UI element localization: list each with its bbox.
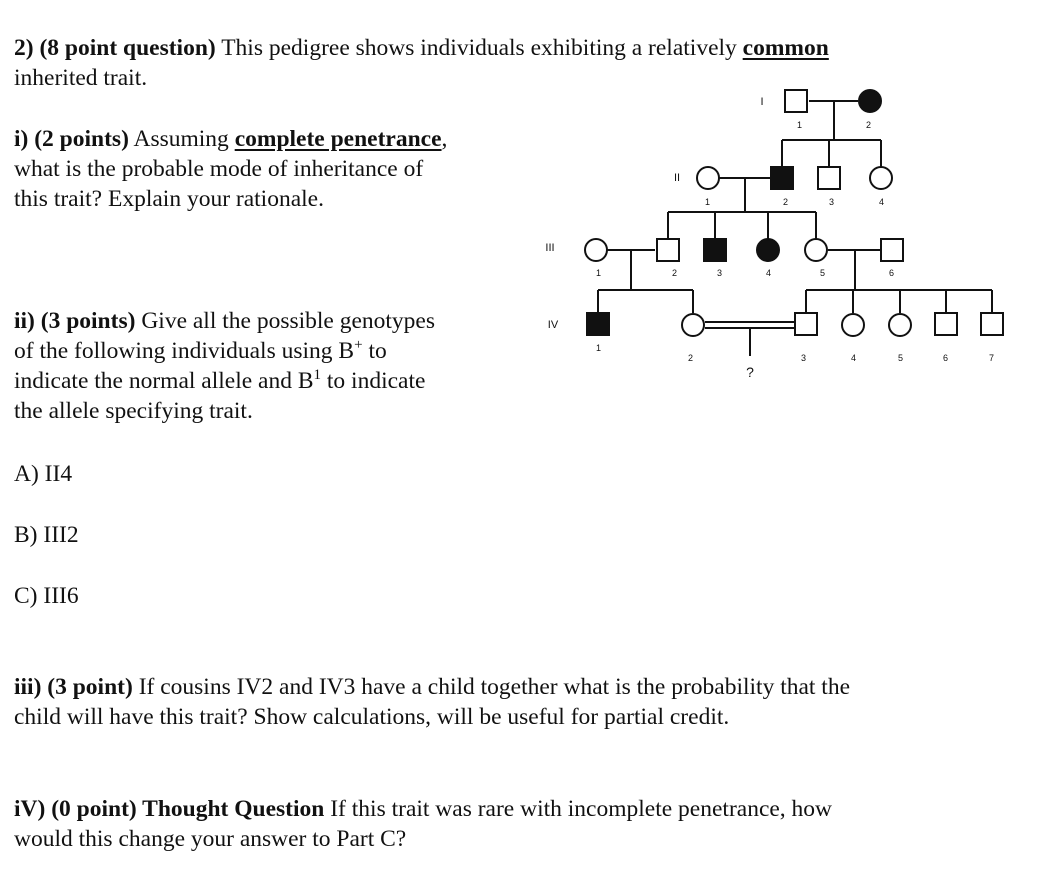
individual-IV3-male bbox=[795, 313, 817, 335]
part-iv-line1 bbox=[14, 794, 832, 824]
individual-III1-female bbox=[585, 239, 607, 261]
label-III5: 5 bbox=[820, 268, 826, 278]
part-i-line2: what is the probable mode of inheritance of bbox=[14, 156, 424, 182]
individual-III6-male bbox=[881, 239, 903, 261]
label-IV6: 6 bbox=[943, 353, 949, 363]
part-i-line3: this trait? Explain your rationale. bbox=[14, 186, 324, 212]
individual-IV5-female bbox=[889, 314, 911, 336]
part-ii-line4: the allele specifying trait. bbox=[14, 398, 253, 424]
part-iv-text: If this trait was rare with incomplete penetrance, how bbox=[324, 796, 833, 822]
label-I2: 2 bbox=[866, 120, 872, 130]
answer-a: A) II4 bbox=[14, 461, 73, 487]
part-ii-line3-post: to indicate bbox=[321, 368, 426, 394]
individual-III5-female bbox=[805, 239, 827, 261]
individual-IV1-affected-male bbox=[587, 313, 609, 335]
part-iv-line2: would this change your answer to Part C? bbox=[14, 826, 407, 852]
part-ii-line2-post: to bbox=[362, 338, 387, 364]
one-superscript: 1 bbox=[313, 367, 322, 384]
part-iv-lead: iV) (0 point) Thought Question bbox=[14, 796, 325, 822]
question-2-text: This pedigree shows individuals exhibiting a relatively bbox=[215, 35, 743, 61]
part-iii-lead: iii) (3 point) bbox=[14, 674, 133, 700]
part-iii-line2: child will have this trait? Show calculations, will be useful for partial credit. bbox=[14, 704, 730, 730]
individual-III2-male bbox=[657, 239, 679, 261]
label-III2: 2 bbox=[672, 268, 678, 278]
generation-label-II: II bbox=[673, 172, 681, 184]
individual-I2-affected-female bbox=[859, 90, 881, 112]
individual-II4-female bbox=[870, 167, 892, 189]
individual-I1-male bbox=[785, 90, 807, 112]
part-ii-line3-pre: indicate the normal allele and B bbox=[14, 368, 314, 394]
label-IV7: 7 bbox=[989, 353, 995, 363]
question-2-lead: 2) (8 point question) bbox=[14, 35, 216, 61]
label-IV3: 3 bbox=[801, 353, 807, 363]
part-i-line1 bbox=[14, 124, 447, 154]
answer-b: B) III2 bbox=[14, 522, 79, 548]
common-emphasis: common bbox=[742, 35, 829, 61]
pedigree-diagram bbox=[530, 80, 1020, 390]
part-i-text: Assuming bbox=[128, 126, 235, 152]
part-ii-line3 bbox=[14, 366, 425, 396]
individual-IV7-male bbox=[981, 313, 1003, 335]
individual-II1-female bbox=[697, 167, 719, 189]
individual-IV4-female bbox=[842, 314, 864, 336]
plus-superscript: + bbox=[354, 337, 363, 354]
part-iii-text: If cousins IV2 and IV3 have a child together what is the probability that the bbox=[132, 674, 851, 700]
part-iii-line1 bbox=[14, 672, 850, 702]
generation-label-I: I bbox=[760, 96, 764, 108]
label-I1: 1 bbox=[797, 120, 803, 130]
generation-label-IV: IV bbox=[547, 319, 559, 331]
label-III4: 4 bbox=[766, 268, 772, 278]
label-III6: 6 bbox=[889, 268, 895, 278]
label-IV4: 4 bbox=[851, 353, 857, 363]
label-IV5: 5 bbox=[898, 353, 904, 363]
part-i-lead: i) (2 points) bbox=[14, 126, 129, 152]
label-III3: 3 bbox=[717, 268, 723, 278]
pedigree-labels bbox=[545, 96, 994, 380]
individual-IV6-male bbox=[935, 313, 957, 335]
individual-II2-affected-male bbox=[771, 167, 793, 189]
question-2-heading bbox=[14, 33, 829, 63]
part-ii-lead: ii) (3 points) bbox=[14, 308, 136, 334]
individual-IV2-female bbox=[682, 314, 704, 336]
label-IV2: 2 bbox=[688, 353, 694, 363]
label-IV1: 1 bbox=[596, 343, 602, 353]
label-II3: 3 bbox=[829, 197, 835, 207]
part-ii-line1 bbox=[14, 306, 435, 336]
label-II2: 2 bbox=[783, 197, 789, 207]
question-2-line2: inherited trait. bbox=[14, 65, 148, 91]
individual-III4-affected-female bbox=[757, 239, 779, 261]
individual-II3-male bbox=[818, 167, 840, 189]
individual-III3-affected-male bbox=[704, 239, 726, 261]
label-II4: 4 bbox=[879, 197, 885, 207]
label-III1: 1 bbox=[596, 268, 602, 278]
complete-penetrance-emphasis: complete penetrance bbox=[234, 126, 442, 152]
unknown-child-marker: ? bbox=[746, 364, 754, 380]
part-ii-line2-pre: of the following individuals using B bbox=[14, 338, 355, 364]
label-II1: 1 bbox=[705, 197, 711, 207]
part-ii-line2 bbox=[14, 336, 387, 366]
part-i-comma: , bbox=[441, 126, 448, 152]
generation-label-III: III bbox=[545, 242, 555, 254]
answer-c: C) III6 bbox=[14, 583, 79, 609]
part-ii-text: Give all the possible genotypes bbox=[135, 308, 436, 334]
